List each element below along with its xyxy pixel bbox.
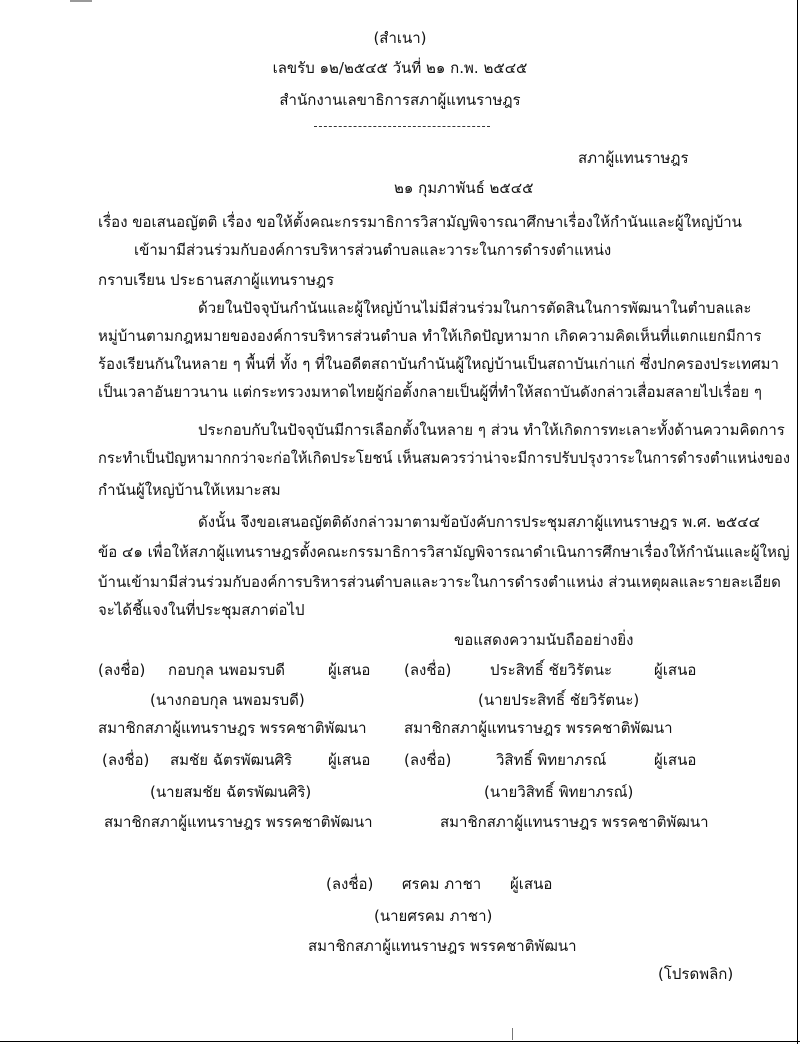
- sign-label: (ลงชื่อ): [326, 875, 374, 893]
- salutation: กราบเรียน ประธานสภาผู้แทนราษฎร: [98, 271, 335, 289]
- sign-label: (ลงชื่อ): [98, 661, 146, 679]
- copy-label: (สำเนา): [373, 29, 427, 47]
- paragraph-1-line: ด้วยในปัจจุบันกำนันและผู้ใหญ่บ้านไม่มีส่วนร่วมในการตัดสินในการพัฒนาในตำบลและ: [198, 299, 752, 317]
- sign-label: (ลงชื่อ): [102, 751, 150, 769]
- signer-1-name: (นางกอบกุล นพอมรบดี): [150, 691, 305, 709]
- signer-3-name: (นายสมชัย ฉัตรพัฒนศิริ): [150, 783, 312, 801]
- signer-4-name: (นายวิสิทธิ์ พิทยาภรณ์): [484, 783, 634, 801]
- turn-over-note: (โปรดพลิก): [658, 965, 734, 983]
- scan-edge-right: [797, 0, 798, 1044]
- signer-2-name: (นายประสิทธิ์ ชัยวิรัตนะ): [478, 691, 640, 709]
- sign-label: (ลงชื่อ): [404, 751, 452, 769]
- signer-role: ผู้เสนอ: [654, 751, 697, 769]
- closing-phrase: ขอแสดงความนับถืออย่างยิ่ง: [454, 631, 634, 649]
- office-name: สำนักงานเลขาธิการสภาผู้แทนราษฎร: [279, 91, 521, 109]
- paragraph-2-line: กระทำเป็นปัญหามากกว่าจะก่อให้เกิดประโยชน์ เห็นสมควรว่าน่าจะมีการปรับปรุงวาระในการดำรงตำแหน่งของ: [98, 449, 791, 467]
- signer-5-membership: สมาชิกสภาผู้แทนราษฎร พรรคชาติพัฒนา: [308, 937, 577, 955]
- signer-role: ผู้เสนอ: [510, 875, 553, 893]
- signature-5: ศรคม ภาชา: [402, 875, 482, 893]
- signer-1-membership: สมาชิกสภาผู้แทนราษฎร พรรคชาติพัฒนา: [98, 719, 367, 737]
- signer-4-membership: สมาชิกสภาผู้แทนราษฎร พรรคชาติพัฒนา: [440, 813, 709, 831]
- subject-line-1: เรื่อง ขอเสนอญัตติ เรื่อง ขอให้ตั้งคณะกรรมาธิการวิสามัญพิจารณาศึกษาเรื่องให้กำนันและผู้ใหญ่บ้าน: [98, 213, 742, 231]
- paragraph-1-line: หมู่บ้านตามกฎหมายขององค์การบริหารส่วนตำบล ทำให้เกิดปัญหามาก เกิดความคิดเห็นที่แตกแยกมีการ: [98, 327, 762, 345]
- signer-2-membership: สมาชิกสภาผู้แทนราษฎร พรรคชาติพัฒนา: [404, 719, 673, 737]
- signer-role: ผู้เสนอ: [328, 661, 371, 679]
- paragraph-3-line: บ้านเข้ามามีส่วนร่วมกับองค์การบริหารส่วนตำบลและวาระในการดำรงตำแหน่ง ส่วนเหตุผลและรายละเอียด: [98, 573, 781, 591]
- signer-role: ผู้เสนอ: [654, 661, 697, 679]
- signature-1: กอบกุล นพอมรบดี: [168, 661, 286, 679]
- subject-line-2: เข้ามามีส่วนร่วมกับองค์การบริหารส่วนตำบลและวาระในการดำรงตำแหน่ง: [134, 241, 612, 259]
- scan-mark: [70, 0, 92, 2]
- paragraph-2-line: กำนันผู้ใหญ่บ้านให้เหมาะสม: [98, 481, 281, 499]
- paragraph-3-line: ดังนั้น จึงขอเสนอญัตติดังกล่าวมาตามข้อบังคับการประชุมสภาผู้แทนราษฎร พ.ศ. ๒๕๔๔: [198, 513, 760, 531]
- signer-5-name: (นายศรคม ภาชา): [374, 907, 493, 925]
- paragraph-1-line: ร้องเรียนกันในหลาย ๆ พื้นที่ ทั้ง ๆ ที่ในอดีตสถาบันกำนันผู้ใหญ่บ้านเป็นสถาบันเก่าแก่ ซึ่งปกครองประเทศมา: [98, 355, 779, 373]
- header-divider: [314, 126, 490, 127]
- paragraph-3-line: ข้อ ๔๑ เพื่อให้สภาผู้แทนราษฎรตั้งคณะกรรมาธิการวิสามัญพิจารณาดำเนินการศึกษาเรื่องให้กำนันและผู้ใหญ่: [98, 543, 790, 561]
- paragraph-2-line: ประกอบกับในปัจจุบันมีการเลือกตั้งในหลาย ๆ ส่วน ทำให้เกิดการทะเลาะทั้งด้านความคิดการ: [198, 421, 785, 439]
- receipt-line: เลขรับ ๑๒/๒๕๔๕ วันที่ ๒๑ ก.พ. ๒๕๔๕: [272, 59, 528, 77]
- signature-4: วิสิทธิ์ พิทยาภรณ์: [496, 751, 607, 769]
- signer-3-membership: สมาชิกสภาผู้แทนราษฎร พรรคชาติพัฒนา: [104, 813, 373, 831]
- signer-role: ผู้เสนอ: [328, 751, 371, 769]
- sign-label: (ลงชื่อ): [404, 661, 452, 679]
- scan-mark-bottom: [512, 1028, 513, 1040]
- signature-2: ประสิทธิ์ ชัยวิรัตนะ: [490, 661, 613, 679]
- scan-edge-bottom: [0, 1041, 800, 1042]
- paragraph-3-line: จะได้ชี้แจงในที่ประชุมสภาต่อไป: [98, 601, 305, 619]
- signature-3: สมชัย ฉัตรพัฒนศิริ: [170, 751, 293, 769]
- addressee-org: สภาผู้แทนราษฎร: [578, 149, 689, 167]
- paragraph-1-line: เป็นเวลาอันยาวนาน แต่กระทรวงมหาดไทยผู้ก่อตั้งกลายเป็นผู้ที่ทำให้สถาบันดังกล่าวเสื่อมสลายไปเรื่อย ๆ: [98, 383, 762, 401]
- document-date: ๒๑ กุมภาพันธ์ ๒๕๔๕: [394, 179, 534, 197]
